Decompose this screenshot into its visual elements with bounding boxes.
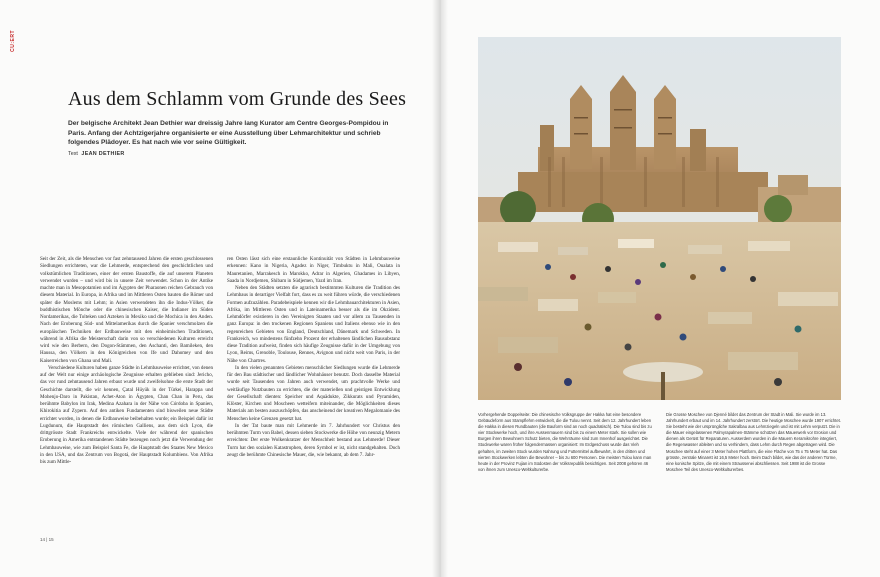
section-tag: CU:ERT: [10, 30, 16, 52]
book-gutter-shadow: [432, 0, 448, 577]
article-lead: Der belgische Architekt Jean Dethier war dreissig Jahre lang Kurator am Centre Georges-Pompidou in Paris. Anfang der Achtzigerjahre organisierte er eine Ausstellung über Lehmarchitektur und schrieb folgendes Plädoyer. Es hat nach wie vor seine Gültigkeit.: [68, 120, 389, 147]
body-paragraph: In der Tat baute man mit Lehmerde im 7. Jahrhundert vor Christus den berühmten Turm von Babel, dessen sieben Stockwerke die Höhe von neunzig Metern erreichten: Der erste Wolkenkratzer der Menschheit bestand aus Lehmerde! Dieser Turm hat den sozialen Katastrophen, deren Symbol er ist, nicht standgehalten. Doch zeugt die berühmte Chinesische Mauer, die, wie bekannt, ab dem 7. Jahr-: [227, 422, 400, 458]
djenne-mosque-photo: [478, 37, 841, 400]
body-paragraph: In den vielen genannten Gebieten menschlicher Siedlungen wurde die Lehmerde für den Bau städtischer und ländlicher Wohnhäuser benutzt. Doch dasselbe Material wurde seit Tausenden von Jahren auch verwendet, um prachtvolle Werke und weitläufige Nutzbauten zu errichten, die der materiellen und geistigen Entwicklung der Gesellschaft dienten: Speicher und Aquädukte, Zikkurats und Pyramiden, Klöster, Kirchen und Moscheen wetteifern miteinander, die Möglichkeiten dieses Materials am besten auszuschöpfen, das anscheinend der kreativen Megalomanie des Menschen keine Grenzen gesetzt hat.: [227, 364, 400, 422]
page-folio: 14 | 15: [40, 537, 54, 542]
body-column-2: [227, 256, 400, 459]
photo-caption-right: Die Grosse Moschee von Djenné bildet das Zentrum der Stadt in Mali. Sie wurde im 13. Jahrhundert erbaut und im 14. Jahrhundert zerstört. Die heutige Moschee wurde 1907 errichtet. Sie besteht wie der ursprüngliche Sakralbau aus Lehmziegeln und ist mit Lehm verputzt. Die in die Mauer eingelassenen Palmyrapalmen-Stämme schützen das Mauerwerk vor Erosion und dienen als Gerüst für Reparaturen. Ausserdem wurden in die Mauern Keramikrohre integriert, die Regenwasser ableiten und so verhindern, dass Lehm durch Regen abgetragen wird. Die Moschee steht auf einer 3 Meter hohen Plattform, die eine Fläche von 75 x 75 Meter hat. Das grösste, zentrale Minarett ist 16,5 Meter hoch. Beim Dach bildet, wie das der anderen Türme, eine konische Spitze, die mit einem Straussenei abschliessen. Seit 1988 ist die Grosse Moschee Teil des Unesco-Weltkulturerbes.: [666, 412, 841, 472]
photo-caption-left: Vorhergehende Doppelseite: Die chinesische Volksgruppe der Hakka hat eine besondere Gebäudeform aus Stampflehm entwickelt, die die Tulou nennt. Seit dem 12. Jahrhundert leben die Hakka in diesen Rundbauten (die Bauform sind an noch quadratisch). Die Tulou sind bis zu vier Stockwerke hoch, und ihre Aussenmauern sind bis zu einem Meter stark. Sie sollen wie Burgen ihren Bewohnern Schutz bieten, die Wehrräume sind zum Innenhof ausgerichtet. Die Stockwerke waren früher folgendermassen organisiert: Im Erdgeschoss wurde das Vieh gehalten, im zweiten Stock wurden Nahrung und Futtermittel aufbewahrt, in den dritten und vierten Stockwerken lebten die Bewohner – bis zu 600 Personen. Die meisten Tulou kann man heute in der Provinz Fujian im Südosten der Volksrepublik besichtigen. Seit 2008 gehören 46 von ihnen zum Unesco-Weltkulturerbe.: [478, 412, 652, 472]
byline-author: JEAN DETHIER: [81, 151, 125, 157]
article-headline: Aus dem Schlamm vom Grunde des Sees: [68, 88, 407, 110]
body-paragraph: Verschiedene Kulturen haben ganze Städte in Lehmbauweise errichtet, von denen auf der Welt nur einige archäologische Zeugnisse erhalten geblieben sind: Jericho, das vor rund zehntausend Jahren erbaut wurde und zweifelsohne die erste Stadt der Geschichte darstellt, die wir kennen, Çatal Hüyük in der Türkei, Harappa und Mohenjo-Daro in Pakistan, Achet-Aton in Ägypten, Chan Chan in Peru, das berühmte Babylon im Irak, Medina Azahara in der Nähe von Córdoba in Spanien, Khirokitia auf Zypern. Auf den antiken Fundamenten sind bisweilen neue Städte errichtet worden, in denen die Erdbauweise beibehalten wurde; ein Beispiel dafür ist Lugdunum, die Hauptstadt des römischen Galliens, aus dem sich Lyon, die drittgrösste Stadt Frankreichs entwickelte. Viele der während der spanischen Eroberung in Amerika entstandenen Städte bezeugen noch jetzt die Verwendung der Lehmbauweise, wie zum Beispiel Santa Fe, die Hauptstadt des Staates New Mexico in den USA, und das Zentrum von Bogotá, der Hauptstadt Kolumbiens. Von Afrika bis zum Mittle-: [40, 364, 213, 465]
body-paragraph: Seit der Zeit, als die Menschen vor fast zehntausend Jahren die ersten geschlossenen Siedlungen errichteten, war die Lehmerde, entsprechend den geschichtlichen und volkstümlichen Traditionen, einer der ersten Baustoffe, die auf unserem Planeten verwendet wurden – und wird bis in unsere Zeit verwendet. Schon in der Antike machte man in Mesopotamien und im Ägypten der Pharaonen reichen Gebrauch von diesem Material. In Europa, in Afrika und im Mittleren Osten bauten die Römer und später die Moslems mit Lehm; in Asien verwendeten ihn die Indus-Völker, die buddhistischen Mönche oder die chinesischen Kaiser, die Indianer im Süden Nordamerikas, die Tolteken und Azteken in Mexiko und die Mochica in den Anden. Nach der Eroberung Süd- und Mittelamerikas durch die Spanier verschmolzen die europäischen Techniken der Erdbauweise mit den einheimischen Traditionen, während in Afrika die Meisterschaft darin von so verschiedenen Kulturen erreicht wird wie den Berbern, den Dogon-Stämmen, den Aschanti, den Bamileken, den Haussa, den Völkern in den Königreichen von Ife und Dahomey und den Kaiserreichen von Ghana und Mali.: [40, 256, 213, 364]
body-paragraph: ren Osten lässt sich eine erstaunliche Kontinuität von Städten in Lehmbauweise erkennen: Kano in Nigeria, Agadez in Niger, Timbuktu in Mali, Oualata in Mauretanien, Marrakesch in Marokko, Adrar in Algerien, Ghadames in Libyen, Saada in Nordjemen, Shibam in Südjemen, Yazd im Iran.: [227, 256, 400, 284]
mosque-market-illustration: [478, 37, 841, 400]
byline: [68, 151, 125, 157]
byline-label: Text: [68, 151, 78, 157]
body-paragraph: Neben den Städten setzten die agrarisch bestimmten Kulturen die Tradition des Lehmbaus in derartiger Vielfalt fort, dass es zu weit führen würde, die verschiedenen Formen aufzuzählen. Paradebeispiele kennen wir die Lehmbauarchitekturen in Asien, Afrika, im Mittleren Osten und in Lateinamerika besser als die im Okzident. Lehmdörfer existieren in den Vereinigten Staaten und vor allem zu Tausenden in ganz Europa: in den trockenen Regionen Spaniens und Italiens ebenso wie in den regenreichen Gebieten von England, Deutschland, Dänemark und Schweden. In Frankreich, wo mindestens fünfzehn Prozent der erhaltenen ländlichen Bausubstanz diese Tradition aufweist, finden sich häufige Zeugnisse dafür in der Umgebung von Lyon, Reims, Grenoble, Toulouse, Rennes, Avignon und nicht weit von Paris, in der Nähe von Chartres.: [227, 285, 400, 364]
body-column-1: [40, 256, 213, 466]
